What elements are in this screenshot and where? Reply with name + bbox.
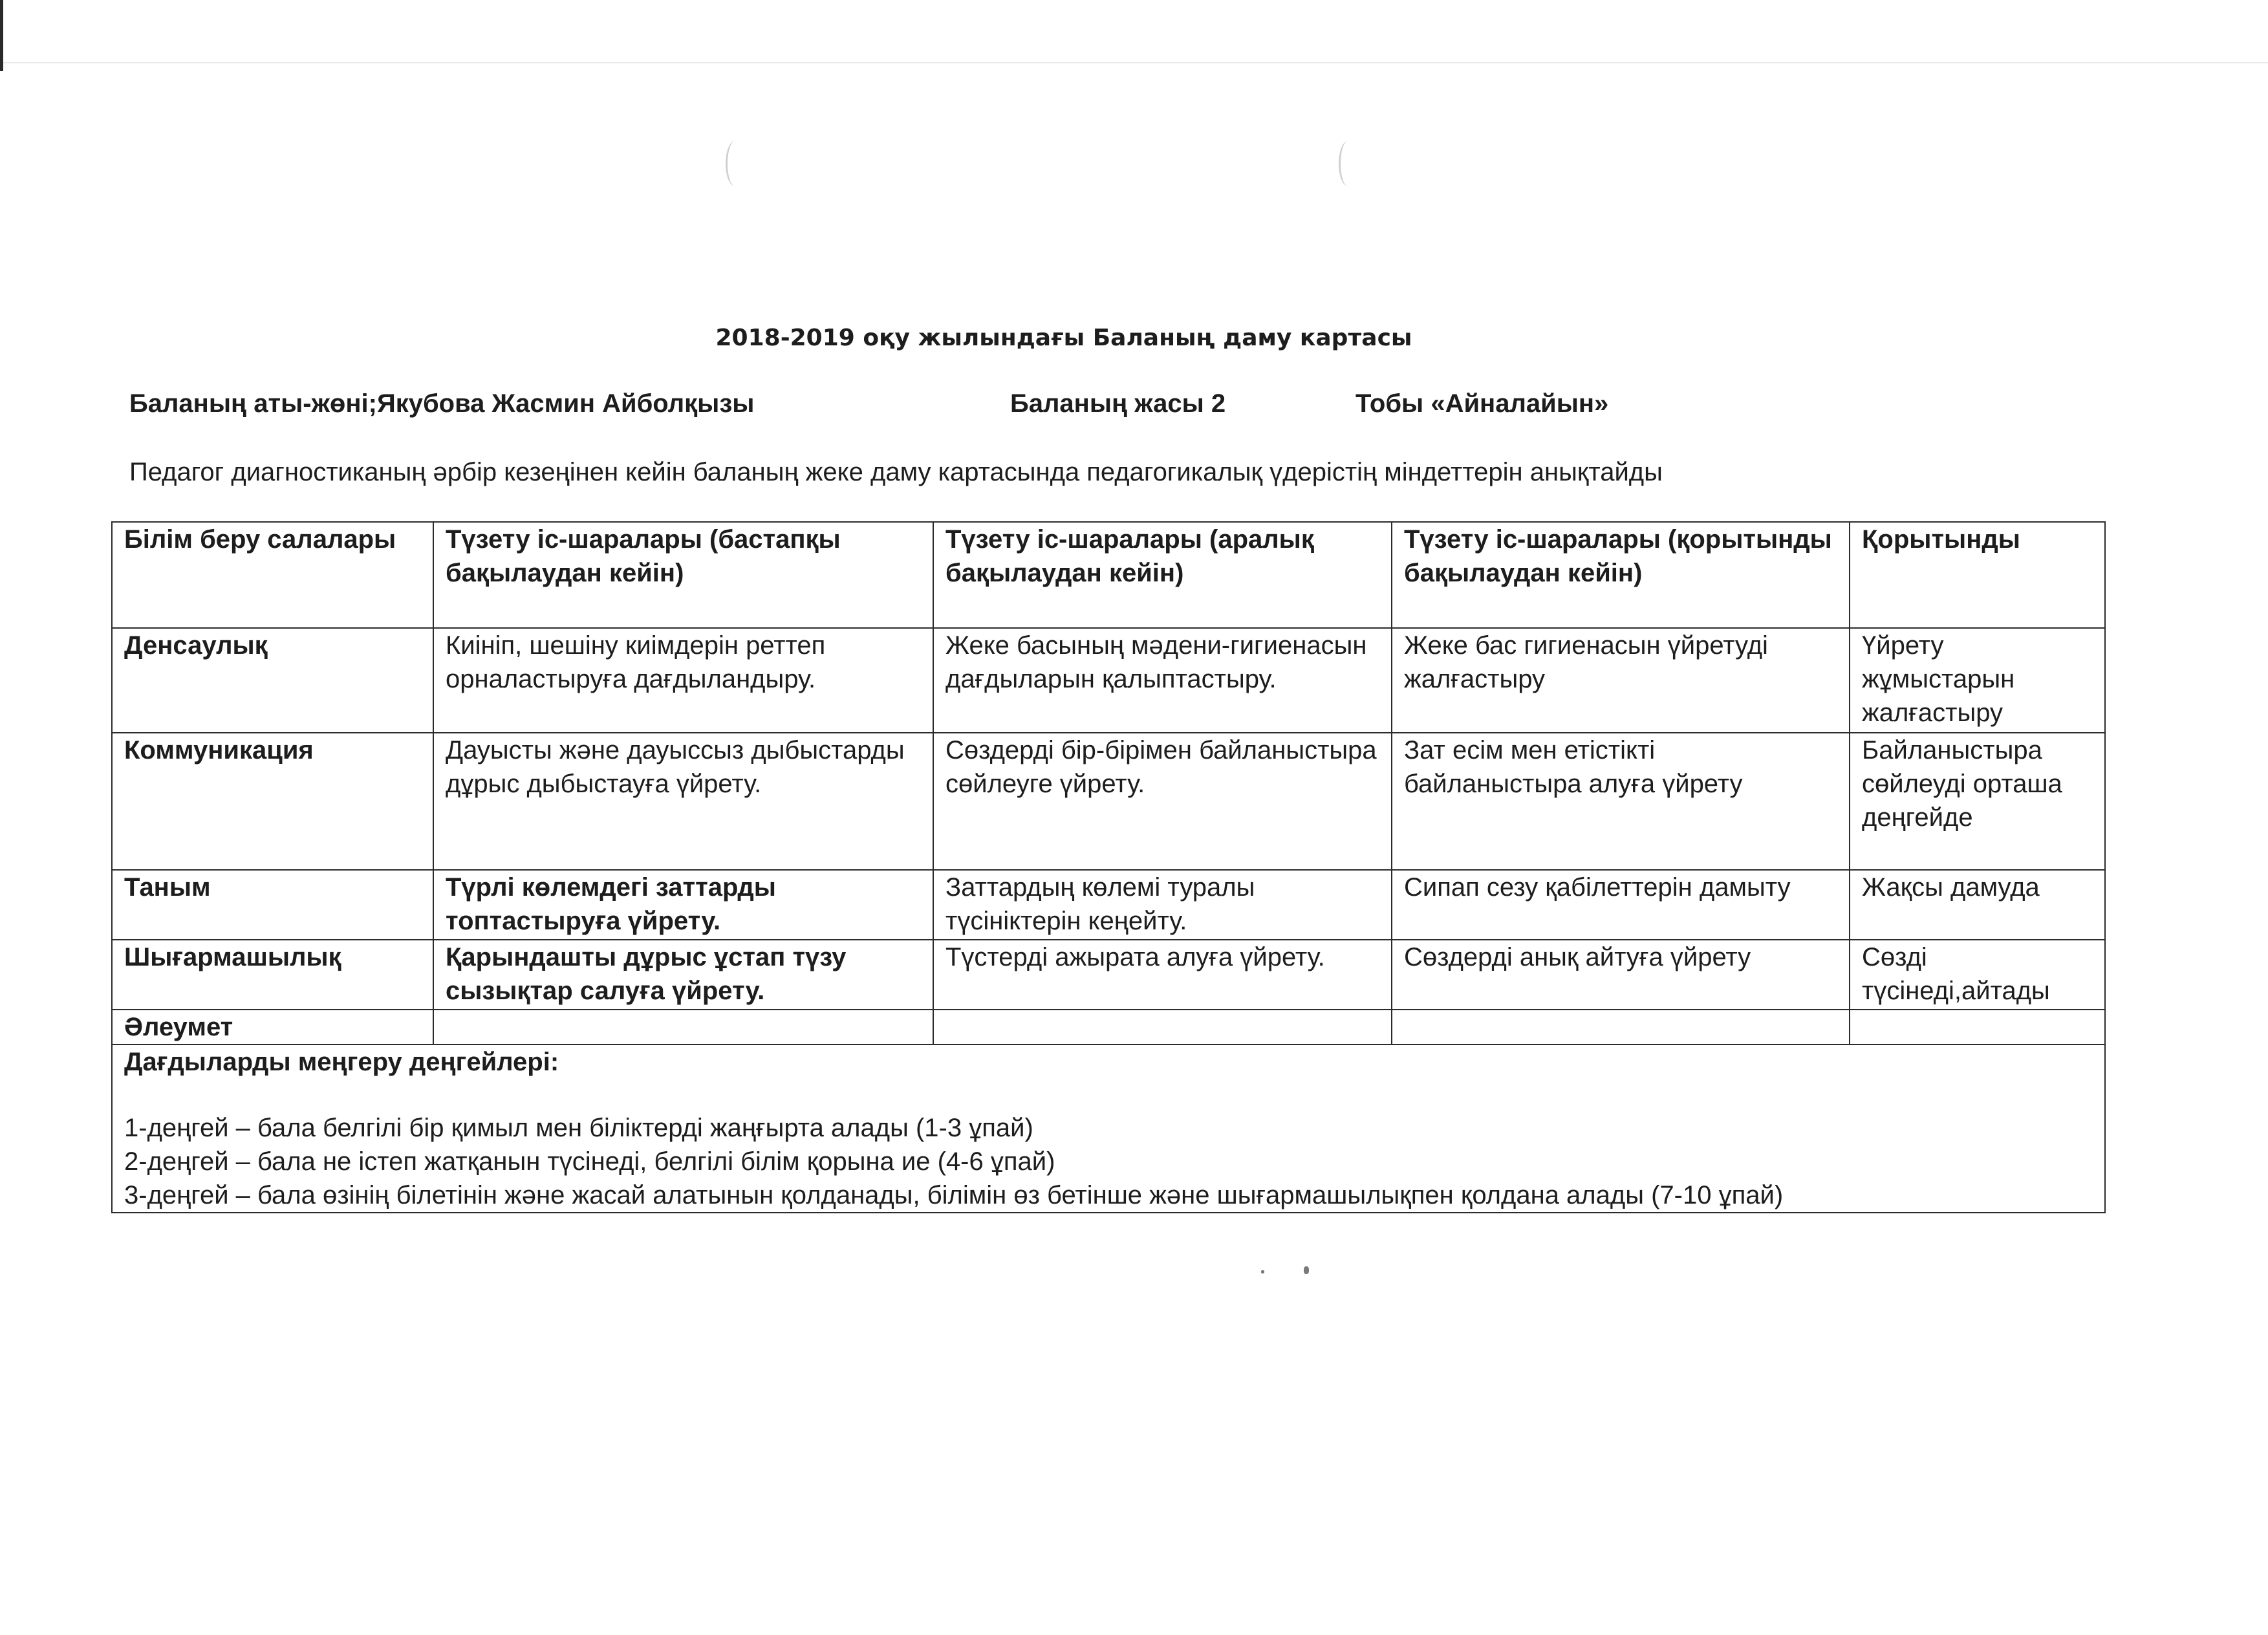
row-conclusion: Сөзді түсінеді,айтады <box>1850 940 2105 1010</box>
header-initial: Түзету іс-шаралары (бастапқы бақылаудан кейін) <box>433 522 933 628</box>
header-final: Түзету іс-шаралары (қорытынды бақылаудан кейін) <box>1392 522 1850 628</box>
row-final <box>1392 1010 1850 1045</box>
scan-edge <box>0 0 3 71</box>
row-conclusion: Үйрету жұмыстарын жалғастыру <box>1850 628 2105 733</box>
header-intermediate: Түзету іс-шаралары (аралық бақылаудан кейін) <box>933 522 1392 628</box>
levels-row <box>112 1045 2105 1213</box>
table-row <box>112 940 2105 1010</box>
row-intermediate: Түстерді ажырата алуға үйрету. <box>933 940 1392 1010</box>
row-initial <box>433 1010 933 1045</box>
row-conclusion: Жақсы дамуда <box>1850 870 2105 940</box>
level-item: 1-деңгей – бала белгілі бір қимыл мен біліктерді жаңғырта алады (1-3 ұпай) <box>124 1114 1033 1142</box>
row-initial: Киініп, шешіну киімдерін реттеп орналастыруға дағдыландыру. <box>433 628 933 733</box>
row-intermediate: Сөздерді бір-бірімен байланыстыра сөйлеуге үйрету. <box>933 733 1392 870</box>
level-item: 3-деңгей – бала өзінің білетінін және жасай алатынын қолданады, білімін өз бетінше және шығармашылықпен қолдана алады (7-10 ұпай) <box>124 1181 1784 1209</box>
row-area: Коммуникация <box>112 733 433 870</box>
header-area: Білім беру салалары <box>112 522 433 628</box>
row-final: Сипап сезу қабілеттерін дамыту <box>1392 870 1850 940</box>
row-conclusion: Байланыстыра сөйлеуді орташа деңгейде <box>1850 733 2105 870</box>
row-intermediate <box>933 1010 1392 1045</box>
table-row <box>112 628 2105 733</box>
scan-edge-line <box>3 62 2268 63</box>
levels-cell <box>112 1045 2105 1213</box>
levels-title: Дағдыларды меңгеру деңгейлері: <box>124 1048 559 1076</box>
row-initial: Дауысты және дауыссыз дыбыстарды дұрыс дыбыстауға үйрету. <box>433 733 933 870</box>
document-title: 2018-2019 оқу жылындағы Баланың даму картасы <box>715 325 1412 351</box>
child-group: Тобы «Айналайын» <box>1355 389 1609 418</box>
row-area: Денсаулық <box>112 628 433 733</box>
row-area: Таным <box>112 870 433 940</box>
row-final: Сөздерді анық айтуға үйрету <box>1392 940 1850 1010</box>
child-age: Баланың жасы 2 <box>1010 389 1226 418</box>
intro-text: Педагог диагностиканың әрбір кезеңінен кейін баланың жеке даму картасында педагогикалық үдерістің міндеттерін анықтайды <box>129 458 1663 486</box>
punch-hole-mark <box>1339 141 1357 186</box>
row-final: Жеке бас гигиенасын үйретуді жалғастыру <box>1392 628 1850 733</box>
row-conclusion <box>1850 1010 2105 1045</box>
header-conclusion: Қорытынды <box>1850 522 2105 628</box>
development-table <box>111 521 2106 1213</box>
row-initial: Қарындашты дұрыс ұстап түзу сызықтар салуға үйрету. <box>433 940 933 1010</box>
row-initial: Түрлі көлемдегі заттарды топтастыруға үйрету. <box>433 870 933 940</box>
row-area: Әлеумет <box>112 1010 433 1045</box>
row-final: Зат есім мен етістікті байланыстыра алуға үйрету <box>1392 733 1850 870</box>
table-row <box>112 870 2105 940</box>
row-intermediate: Жеке басының мәдени-гигиенасын дағдыларын қалыптастыру. <box>933 628 1392 733</box>
table-row <box>112 1010 2105 1045</box>
child-name: Баланың аты-жөні;Якубова Жасмин Айболқызы <box>129 389 755 418</box>
scan-speck <box>1261 1270 1264 1273</box>
punch-hole-mark <box>726 141 744 186</box>
levels-spacer <box>124 1079 2093 1111</box>
row-intermediate: Заттардың көлемі туралы түсініктерін кеңейту. <box>933 870 1392 940</box>
table-row <box>112 733 2105 870</box>
table-header-row <box>112 522 2105 628</box>
level-item: 2-деңгей – бала не істеп жатқанын түсінеді, белгілі білім қорына ие (4-6 ұпай) <box>124 1147 1055 1176</box>
row-area: Шығармашылық <box>112 940 433 1010</box>
scan-speck <box>1304 1266 1309 1274</box>
